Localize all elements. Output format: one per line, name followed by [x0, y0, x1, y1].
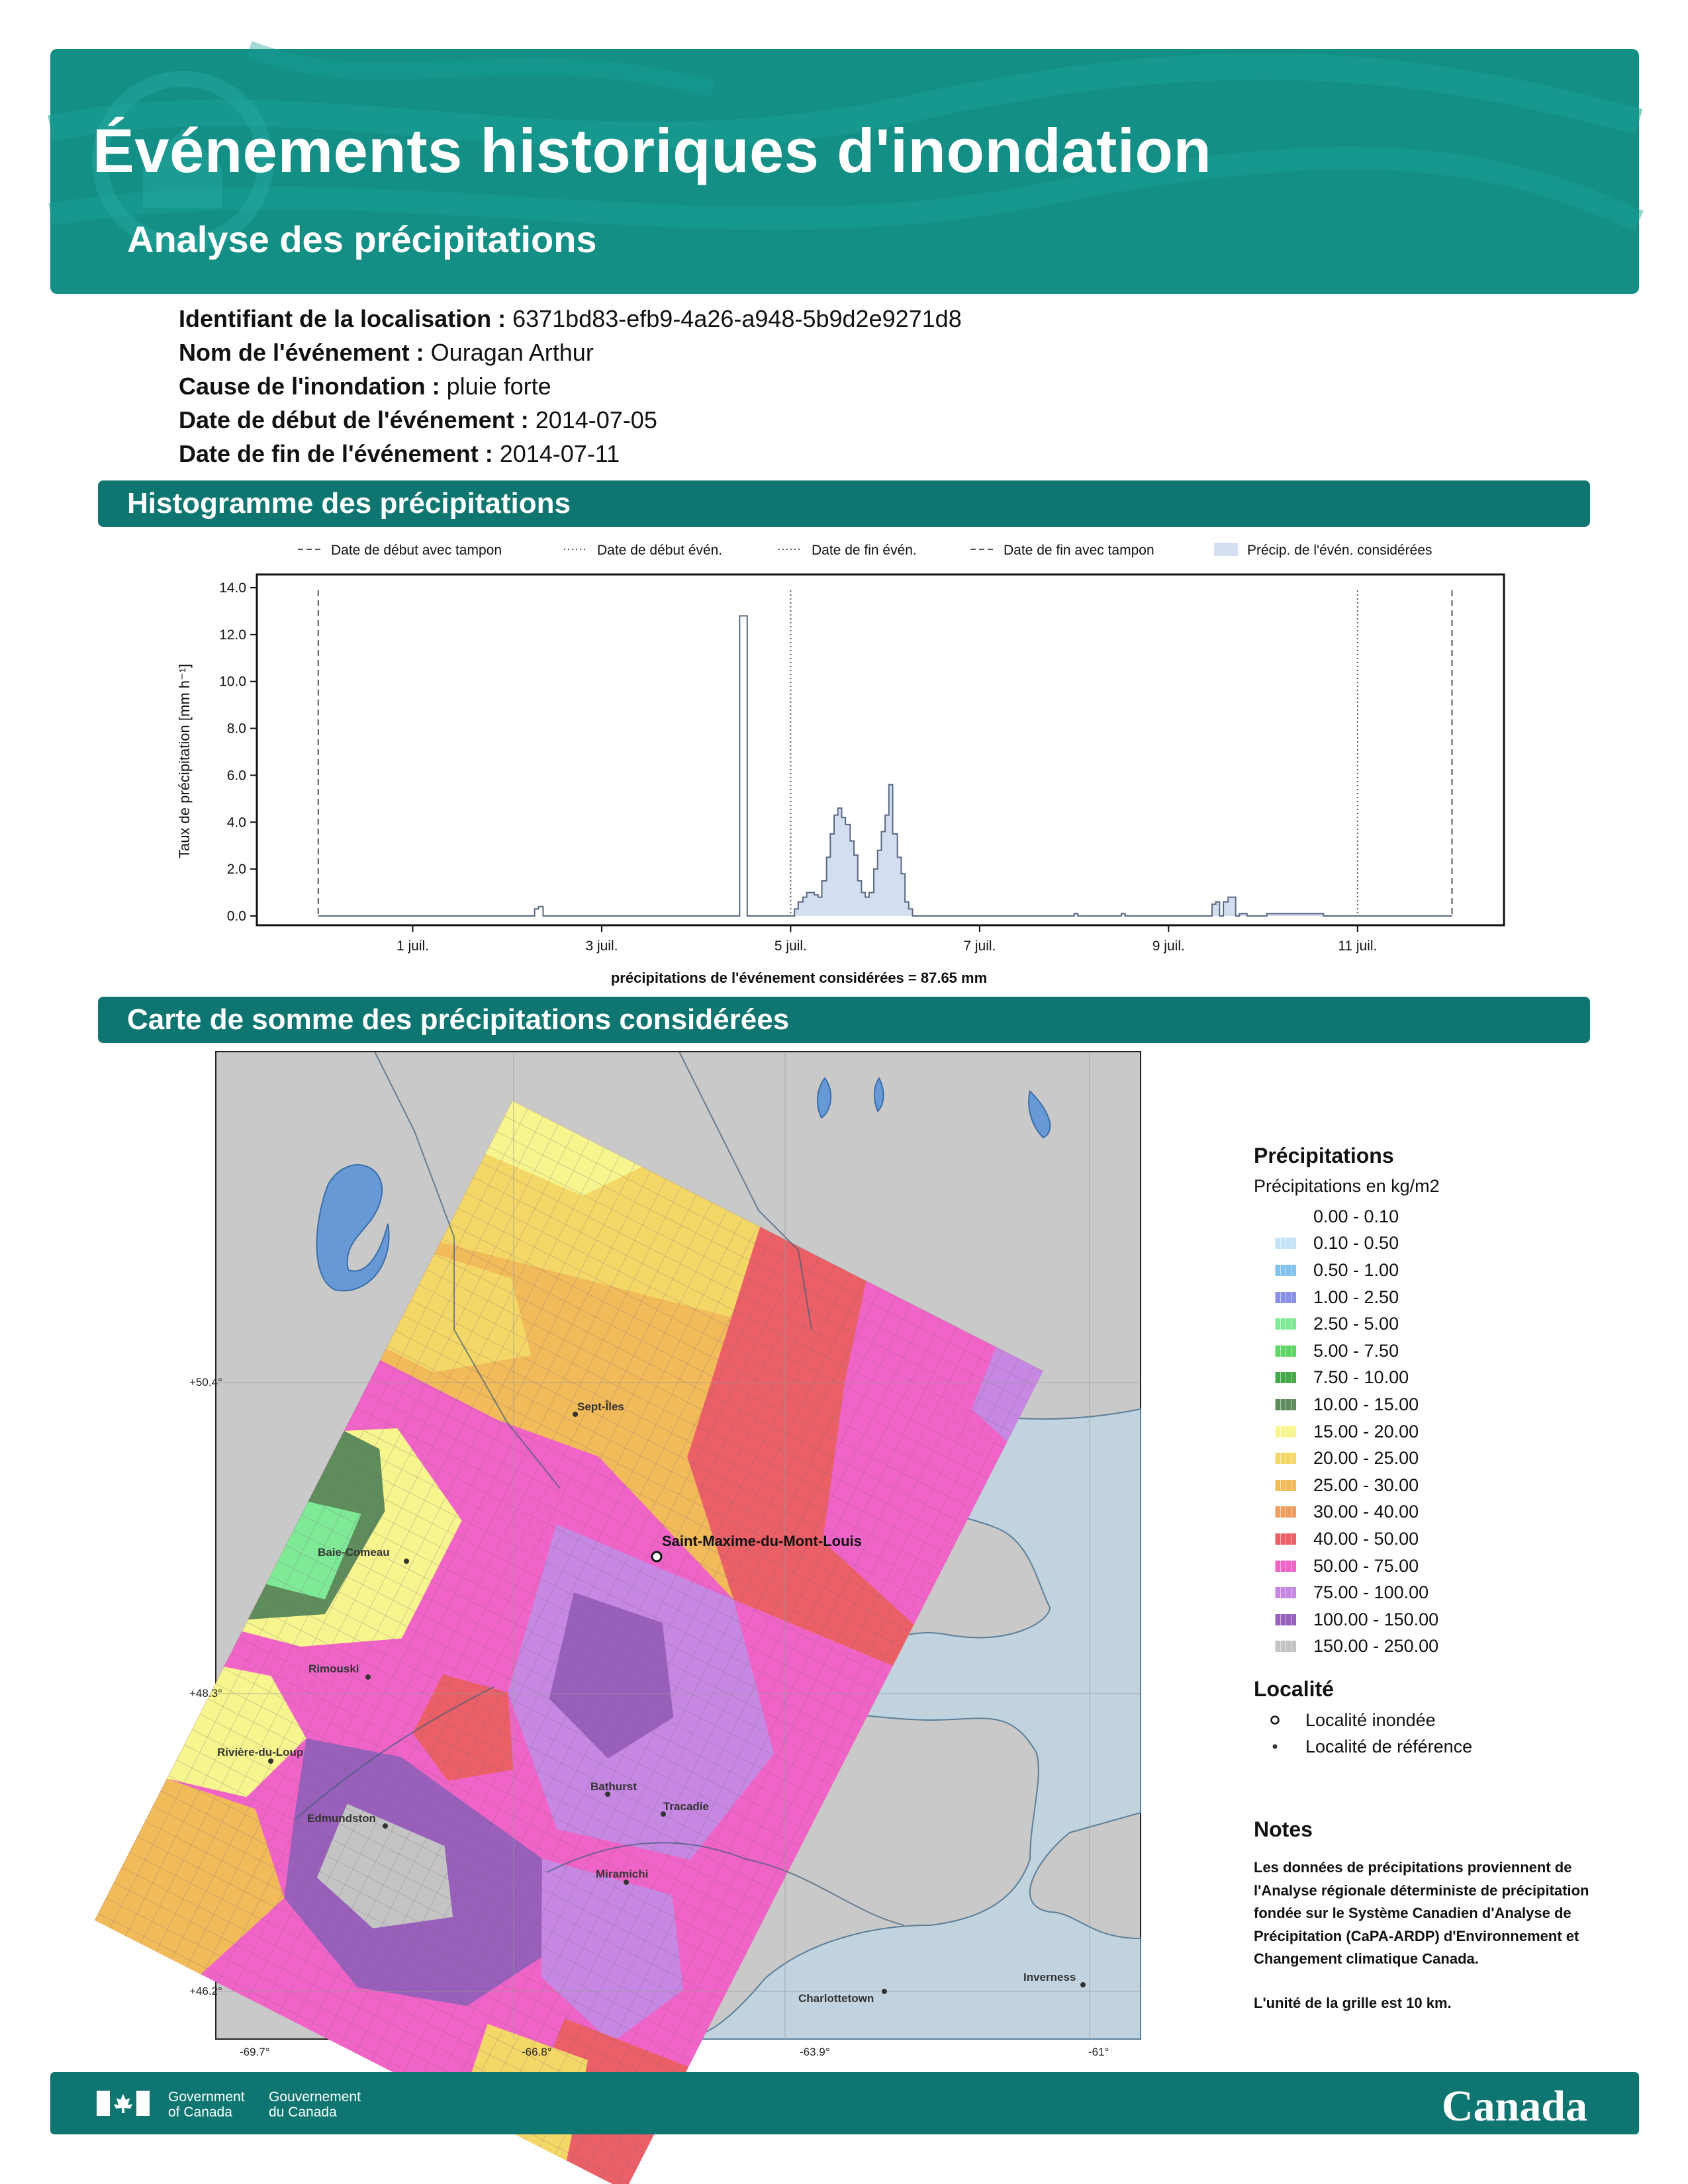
legend-class-label: 75.00 - 100.00: [1313, 1582, 1429, 1603]
y-tick-label: 14.0: [219, 580, 246, 596]
gov-fr-line: du Canada: [269, 2105, 337, 2120]
lon-label: -63.9°: [800, 2046, 830, 2058]
section-title: Carte de somme des précipitations considérées: [127, 1003, 790, 1036]
chart-legend-label: Date de début évén.: [597, 543, 723, 558]
lat-label: +48.3°: [189, 1687, 222, 1700]
reference-locality-marker: [383, 1823, 388, 1829]
locality-label: Inverness: [1023, 1971, 1076, 1983]
legend-class-item: [1254, 1606, 1624, 1633]
locality-label: Bathurst: [590, 1780, 637, 1793]
locality-label: Tracadie: [663, 1800, 709, 1813]
legend-class-item: [1254, 1445, 1624, 1472]
legend-class-label: 7.50 - 10.00: [1313, 1367, 1409, 1388]
section-title: Histogramme des précipitations: [127, 487, 571, 520]
y-tick-label: 10.0: [219, 674, 246, 690]
page-subtitle: Analyse des précipitations: [127, 218, 597, 260]
notes-title: Notes: [1254, 1817, 1313, 1841]
legend-class-label: 10.00 - 15.00: [1313, 1394, 1419, 1414]
legend-class-item: [1254, 1203, 1624, 1230]
chart-legend-label: Date de fin évén.: [812, 543, 917, 558]
legend-swatch: [1275, 1345, 1296, 1357]
meta-value: pluie forte: [446, 373, 551, 400]
legend-swatch: [1275, 1292, 1296, 1303]
x-tick-label: 7 juil.: [963, 938, 996, 954]
legend-swatch: [1275, 1265, 1296, 1276]
chart-legend: [298, 543, 1432, 558]
lon-label: -66.8°: [522, 2046, 552, 2058]
legend-class-label: 1.00 - 2.50: [1313, 1287, 1399, 1307]
lat-label: +46.2°: [189, 1985, 222, 1997]
reference-locality-marker: [404, 1559, 409, 1564]
legend-class-label: 50.00 - 75.00: [1313, 1555, 1419, 1576]
meta-value: 2014-07-11: [499, 440, 620, 467]
y-tick-label: 2.0: [226, 862, 246, 878]
legend-classes: [1254, 1203, 1624, 1660]
y-tick-label: 8.0: [226, 721, 246, 737]
legend-swatch: [1275, 1399, 1296, 1410]
legend-class-label: 15.00 - 20.00: [1313, 1421, 1419, 1441]
legend-swatch: [1275, 1238, 1296, 1249]
legend-class-item: [1254, 1418, 1624, 1445]
locality-label: Rivière-du-Loup: [217, 1746, 304, 1758]
flooded-marker-icon: [1270, 1715, 1280, 1725]
notes-grid-unit: L'unité de la grille est 10 km.: [1254, 1994, 1452, 2011]
legend-class-label: 20.00 - 25.00: [1313, 1448, 1419, 1469]
meta-row-end-date: [179, 437, 962, 471]
legend-class-item: [1254, 1310, 1624, 1338]
legend-class-label: 0.10 - 0.50: [1313, 1233, 1399, 1253]
meta-label: Identifiant de la localisation :: [179, 305, 506, 332]
legend-class-label: 0.00 - 0.10: [1313, 1206, 1399, 1226]
lon-label: -61°: [1088, 2046, 1109, 2058]
chart-legend-label: Précip. de l'évén. considérées: [1247, 543, 1432, 558]
locality-legend: [1254, 1677, 1624, 1760]
locality-label: Miramichi: [596, 1868, 649, 1880]
locality-label: Rimouski: [308, 1662, 359, 1675]
reference-locality-marker: [624, 1880, 629, 1885]
precipitation-sum-map: [189, 1052, 1143, 2058]
legend-class-item: [1254, 1284, 1624, 1311]
flooded-locality-marker: [652, 1552, 661, 1561]
locality-label: Baie-Comeau: [318, 1546, 390, 1559]
section-header-histogram: [98, 480, 1590, 527]
legend-item-flooded: [1254, 1707, 1624, 1733]
y-tick-label: 6.0: [226, 768, 246, 784]
legend-class-label: 150.00 - 250.00: [1313, 1636, 1439, 1657]
gov-en: [168, 2089, 245, 2120]
meta-value: 6371bd83-efb9-4a26-a948-5b9d2e9271d8: [512, 305, 962, 332]
legend-class-item: [1254, 1365, 1624, 1392]
notes-text: Les données de précipitations proviennent de l'Analyse régionale déterministe de précipitation fondée sur le Système Canadien d'Analyse de Précipitation (CaPA-ARDP) d'Environnement et Changement climatique Canada.: [1254, 1859, 1589, 1967]
gov-fr: [269, 2089, 361, 2120]
legend-class-label: 0.50 - 1.00: [1313, 1259, 1399, 1280]
legend-swatch: [1275, 1426, 1296, 1437]
reference-locality-marker: [268, 1758, 273, 1764]
locality-label: Charlottetown: [798, 1992, 874, 2005]
legend-class-item: [1254, 1257, 1624, 1284]
footer: [50, 2072, 1639, 2134]
legend-class-label: 25.00 - 30.00: [1313, 1475, 1419, 1495]
x-tick-label: 3 juil.: [585, 938, 618, 954]
reference-marker-icon: [1270, 1741, 1280, 1752]
x-axis-label: précipitations de l'événement considérées = 87.65 mm: [610, 970, 988, 986]
legend-class-item: [1254, 1230, 1624, 1257]
meta-label: Date de fin de l'événement :: [179, 440, 493, 467]
meta-row-location-id: [179, 302, 962, 336]
meta-row-flood-cause: [179, 369, 962, 403]
legend-class-item: [1254, 1579, 1624, 1606]
legend-item-reference: [1254, 1733, 1624, 1760]
flooded-locality-label: Saint-Maxime-du-Mont-Louis: [662, 1533, 862, 1549]
legend-label: Localité de référence: [1305, 1736, 1473, 1756]
legend-swatch-fill: [1214, 543, 1238, 556]
legend-label: Localité inondée: [1305, 1709, 1436, 1730]
section-header-map: [98, 997, 1590, 1043]
legend-class-label: 5.00 - 7.50: [1313, 1340, 1399, 1361]
event-metadata: [179, 302, 962, 471]
legend-class-label: 100.00 - 150.00: [1313, 1609, 1439, 1629]
legend-class-label: 40.00 - 50.00: [1313, 1528, 1419, 1549]
meta-value: Ouragan Arthur: [430, 339, 594, 366]
y-tick-label: 4.0: [226, 815, 246, 831]
reference-locality-marker: [365, 1674, 371, 1680]
y-tick-label: 12.0: [219, 627, 246, 643]
legend-swatch: [1275, 1480, 1296, 1491]
chart-plot-area: [219, 574, 1504, 954]
meta-label: Cause de l'inondation :: [179, 373, 440, 400]
legend-class-item: [1254, 1633, 1624, 1661]
legend-class-item: [1254, 1525, 1624, 1553]
chart-legend-label: Date de fin avec tampon: [1004, 543, 1154, 558]
x-tick-label: 11 juil.: [1338, 938, 1378, 954]
legend-swatch: [1275, 1318, 1296, 1330]
legend-swatch: [1275, 1641, 1296, 1652]
legend-swatch: [1275, 1587, 1296, 1598]
chart-legend-label: Date de début avec tampon: [331, 543, 502, 558]
y-tick-label: 0.0: [226, 909, 246, 924]
meta-value: 2014-07-05: [535, 406, 657, 433]
legend-swatch: [1275, 1372, 1296, 1383]
legend-class-item: [1254, 1391, 1624, 1418]
header-banner: [50, 49, 1639, 294]
canada-wordmark: Canada: [1441, 2082, 1587, 2130]
meta-label: Nom de l'événement :: [179, 339, 424, 366]
legend-class-label: 30.00 - 40.00: [1313, 1502, 1419, 1522]
legend-swatch: [1275, 1561, 1296, 1572]
x-tick-label: 5 juil.: [774, 938, 807, 954]
legend-swatch: [1275, 1506, 1296, 1518]
meta-label: Date de début de l'événement :: [179, 406, 529, 433]
lon-label: -69.7°: [240, 2046, 270, 2058]
reference-locality-marker: [1080, 1982, 1086, 1987]
gov-fr-line: Gouvernement: [269, 2089, 361, 2105]
x-tick-label: 1 juil.: [396, 938, 430, 954]
precipitation-histogram: [159, 529, 1536, 993]
legend-class-item: [1254, 1553, 1624, 1580]
legend-swatch: [1275, 1533, 1296, 1545]
legend-class-label: 2.50 - 5.00: [1313, 1314, 1399, 1334]
meta-row-start-date: [179, 403, 962, 437]
page-title: Événements historiques d'inondation: [93, 116, 1212, 185]
canada-flag-icon: [97, 2091, 150, 2116]
gov-en-line: Government: [168, 2089, 245, 2105]
legend-subtitle: Précipitations en kg/m2: [1254, 1176, 1440, 1196]
gov-en-line: of Canada: [168, 2105, 232, 2120]
x-tick-label: 9 juil.: [1152, 938, 1185, 954]
legend-class-item: [1254, 1338, 1624, 1365]
locality-legend-title: Localité: [1254, 1677, 1334, 1702]
legend-swatch: [1275, 1453, 1296, 1464]
y-axis-label: Taux de précipitation [mm h⁻¹]: [176, 663, 193, 859]
legend-class-item: [1254, 1499, 1624, 1526]
legend-swatch: [1275, 1614, 1296, 1625]
legend-swatch: [1275, 1211, 1296, 1222]
legend-title: Précipitations: [1254, 1144, 1394, 1167]
lat-label: +50.4°: [189, 1376, 222, 1388]
notes: [1254, 1817, 1611, 2015]
legend-class-item: [1254, 1472, 1624, 1499]
locality-label: Edmundston: [307, 1812, 376, 1825]
map-legend: [1254, 1144, 1624, 1760]
reference-locality-marker: [882, 1989, 887, 1994]
locality-label: Sept-Îles: [577, 1400, 624, 1413]
meta-row-event-name: [179, 336, 962, 369]
